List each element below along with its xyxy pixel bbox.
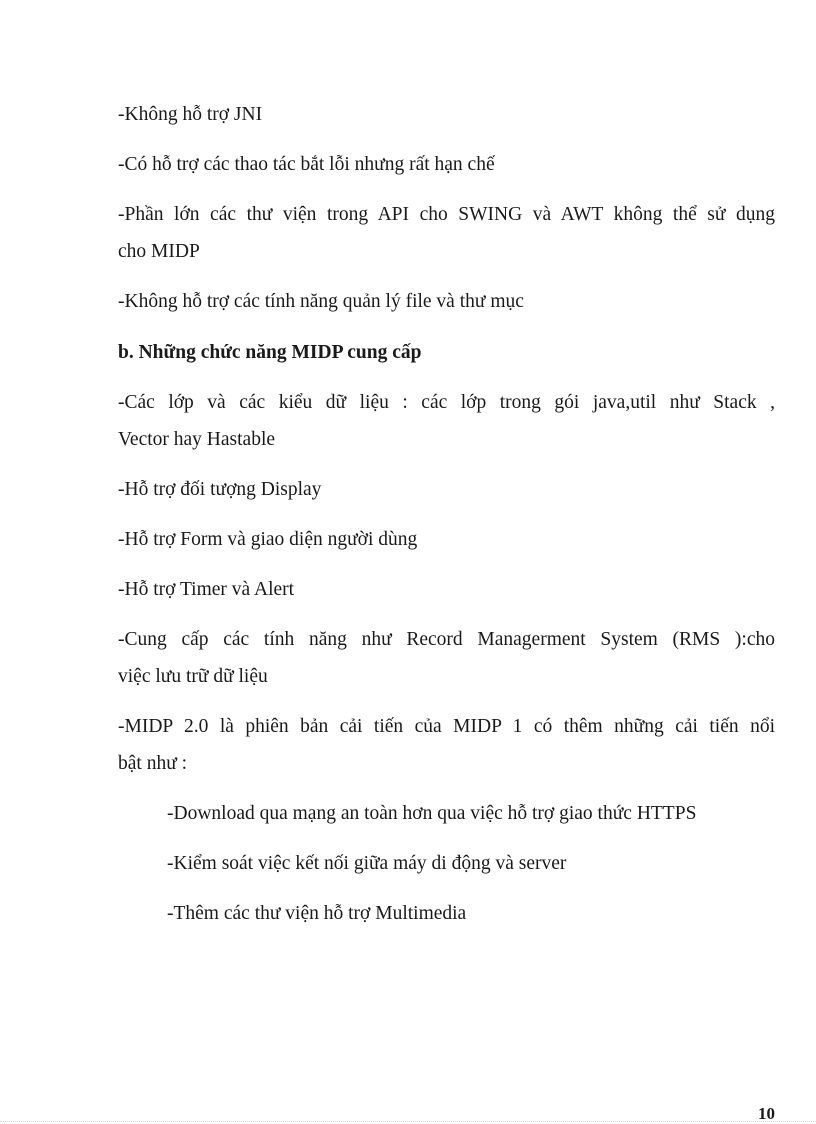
paragraph-line: -Hỗ trợ Timer và Alert [118, 579, 295, 600]
footer-divider [0, 1121, 816, 1122]
paragraph-line: -MIDP 2.0 là phiên bản cải tiến của MIDP 1 có thêm những cải tiến nổi [118, 716, 775, 737]
paragraph-line: -Hỗ trợ Form và giao diện người dùng [118, 529, 418, 550]
paragraph-line: việc lưu trữ dữ liệu [118, 666, 268, 687]
indented-feature-line: -Thêm các thư viện hỗ trợ Multimedia [167, 903, 467, 924]
paragraph-line: -Không hỗ trợ các tính năng quản lý file và thư mục [118, 291, 524, 312]
paragraph-line: -Cung cấp các tính năng như Record Managerment System (RMS ):cho [118, 629, 775, 650]
paragraph-line: -Các lớp và các kiểu dữ liệu : các lớp trong gói java,util như Stack , [118, 392, 775, 413]
paragraph-line: bật như : [118, 753, 188, 774]
paragraph-line: -Không hỗ trợ JNI [118, 104, 263, 125]
paragraph-line: cho MIDP [118, 241, 200, 262]
indented-feature-line: -Download qua mạng an toàn hơn qua việc hỗ trợ giao thức HTTPS [167, 803, 697, 824]
indented-feature-line: -Kiểm soát việc kết nối giữa máy di động và server [167, 853, 567, 874]
page-number: 10 [758, 1104, 775, 1123]
paragraph-line: -Phần lớn các thư viện trong API cho SWING và AWT không thể sử dụng [118, 204, 775, 225]
paragraph-line: -Có hỗ trợ các thao tác bắt lỗi nhưng rất hạn chế [118, 154, 495, 175]
paragraph-line: Vector hay Hastable [118, 429, 276, 450]
section-heading: b. Những chức năng MIDP cung cấp [118, 342, 422, 363]
paragraph-line: -Hỗ trợ đối tượng Display [118, 479, 322, 500]
